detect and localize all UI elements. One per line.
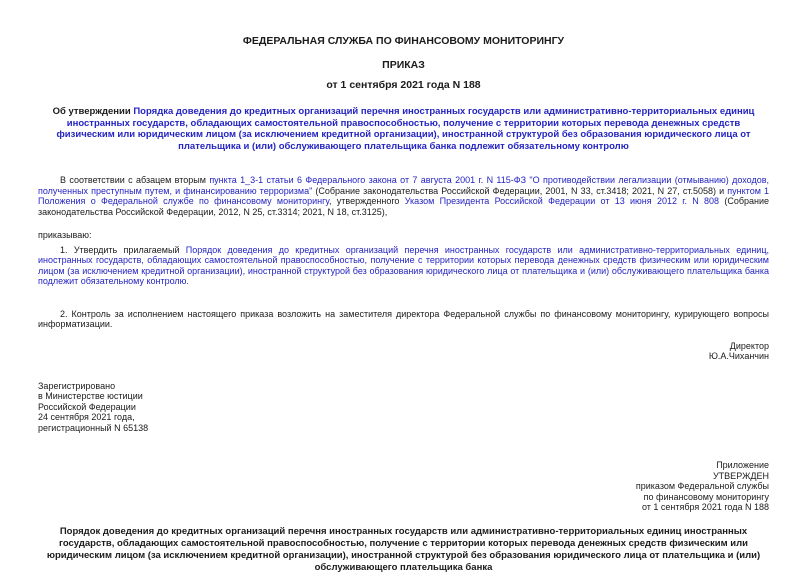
intro-text-1: В соответствии с абзацем вторым bbox=[60, 175, 210, 185]
doc-title-link[interactable]: Порядка доведения до кредитных организаций перечня иностранных государств или административно-территориальных единиц иностранных государств, обладающих самостоятельной правоспособностью, получение с территории которых перевода денежных средств физическим или юридическим лицом (за исключением кредитной организации), иностранной структурой без образования юридического лица от плательщика и (или) обслуживающего плательщика банка подлежит обязательному контролю bbox=[56, 106, 755, 152]
doc-type: ПРИКАЗ bbox=[382, 59, 425, 71]
appendix-block bbox=[38, 460, 769, 513]
law-115fz-link[interactable]: пункта 1_3-1 статьи 6 Федерального закона от 7 августа 2001 г. N 115-ФЗ "О противодействии легализации (отмыванию) доходов, полученных преступным путем, и финансированию терроризма" bbox=[38, 175, 769, 196]
doc-date: от 1 сентября 2021 года N 188 bbox=[326, 79, 481, 91]
org-name: ФЕДЕРАЛЬНАЯ СЛУЖБА ПО ФИНАНСОВОМУ МОНИТОРИНГУ bbox=[242, 35, 565, 47]
regulation-item1-link[interactable]: пунктом 1 Положения о Федеральной службе по финансовому мониторингу bbox=[38, 185, 770, 206]
signature-name: Ю.А.Чиханчин bbox=[708, 351, 769, 361]
intro-paragraph bbox=[38, 175, 769, 217]
order-item-1-link[interactable]: Порядок доведения до кредитных организаций перечня иностранных государств или административно-территориальных единиц, иностранных государств, обладающих самостоятельной правоспособностью, получение с территории которых перевода денежных средств физическим или юридическим лицом (за исключением кредитной организации), иностранной структурой без образования юридического лица от плательщика и (или) обслуживающего плательщика банка подлежит обязательному контролю. bbox=[38, 244, 769, 286]
registration-block bbox=[38, 381, 769, 434]
order-lead: приказываю: bbox=[38, 230, 92, 240]
registration-line: регистрационный N 65138 bbox=[38, 422, 149, 433]
intro-text-2: (Собрание законодательства Российской Федерации, 2001, N 33, ст.3418; 2021, N 27, ст.5058) и bbox=[312, 185, 728, 196]
doc-title-prefix: Об утверждении bbox=[52, 106, 134, 117]
appendix-line: Приложение bbox=[716, 460, 769, 470]
order-item-1-prefix: 1. Утвердить прилагаемый bbox=[60, 244, 186, 255]
registration-line: Зарегистрировано bbox=[38, 380, 116, 391]
intro-text-4: (Собрание законодательства Российской Федерации, 2012, N 25, ст.3314; 2021, N 18, ст.3125), bbox=[38, 196, 770, 217]
order-item-2: 2. Контроль за исполнением настоящего приказа возложить на заместителя директора Федеральной службы по финансовому мониторингу, курирующего вопросы информатизации. bbox=[38, 308, 769, 329]
appendix-line: УТВЕРЖДЕН bbox=[712, 470, 769, 481]
appendix-line: от 1 сентября 2021 года N 188 bbox=[641, 502, 769, 512]
intro-text-3: , утвержденного bbox=[329, 196, 405, 206]
appendix-line: по финансовому мониторингу bbox=[643, 491, 769, 502]
registration-line: 24 сентября 2021 года, bbox=[38, 412, 135, 422]
appendix-line: приказом Федеральной службы bbox=[635, 481, 769, 491]
registration-line: в Министерстве юстиции bbox=[38, 391, 143, 401]
signature-block bbox=[38, 341, 769, 362]
signature-position: Директор bbox=[729, 340, 769, 351]
order-item-1 bbox=[38, 245, 769, 287]
annex-title: Порядок доведения до кредитных организаций перечня иностранных государств или административно-территориальных единиц иностранных государств, обладающих самостоятельной правоспособностью, получение с территории которых перевода денежных средств физическим или юридическим лицом (за исключением кредитной организации), иностранной структурой без образования юридического лица от плательщика и (или) обслуживающего плательщика банка bbox=[46, 525, 761, 573]
doc-title bbox=[38, 106, 769, 152]
decree-808-link[interactable]: Указом Президента Российской Федерации от 13 июня 2012 г. N 808 bbox=[404, 196, 720, 206]
registration-line: Российской Федерации bbox=[38, 401, 136, 412]
